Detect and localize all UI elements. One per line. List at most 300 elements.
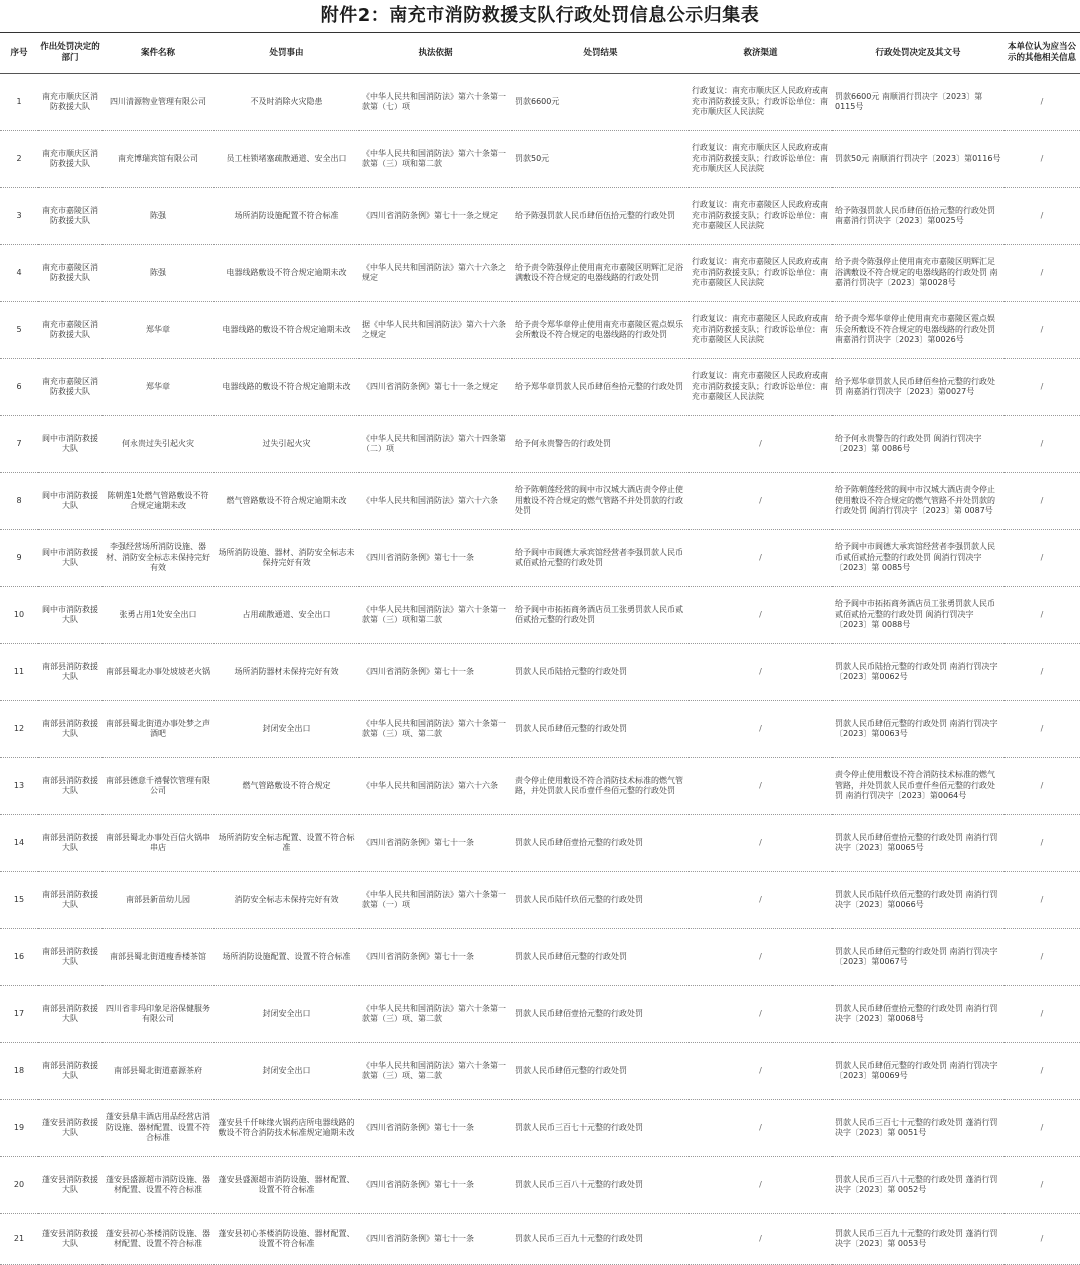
cell-text-decision: 罚款人民币肆佰元整的行政处罚 南消行罚决字〔2023〕第0067号 <box>835 946 998 966</box>
cell-text-basis: 《四川省消防条例》第七十一条之规定 <box>362 210 498 220</box>
cell-no <box>0 530 38 587</box>
cell-decision <box>832 1214 1004 1265</box>
cell-text-basis: 《中华人民共和国消防法》第六十条第一款第（三）项和第二款 <box>362 148 506 168</box>
cell-no <box>0 302 38 359</box>
cell-result <box>512 1157 689 1214</box>
cell-text-dept: 阆中市消防救援大队 <box>42 547 98 567</box>
cell-basis <box>359 701 512 758</box>
cell-decision <box>832 416 1004 473</box>
cell-text-decision: 罚款人民币陆仟玖佰元整的行政处罚 南消行罚决字〔2023〕第0066号 <box>835 889 998 909</box>
cell-result <box>512 359 689 416</box>
table-row <box>0 758 1080 815</box>
cell-text-decision: 给予何永贵警告的行政处罚 阆消行罚决字〔2023〕第 0086号 <box>835 433 982 453</box>
cell-text-no: 9 <box>16 552 22 562</box>
table-row <box>0 929 1080 986</box>
cell-result <box>512 1100 689 1157</box>
cell-text-remedy: / <box>759 552 762 562</box>
header-no: 序号 <box>0 33 38 74</box>
cell-dept <box>38 188 102 245</box>
cell-case <box>102 986 214 1043</box>
cell-other <box>1004 74 1080 131</box>
cell-dept <box>38 815 102 872</box>
cell-case <box>102 302 214 359</box>
cell-text-basis: 《中华人民共和国消防法》第六十六条之规定 <box>362 262 506 282</box>
cell-other <box>1004 587 1080 644</box>
cell-basis <box>359 530 512 587</box>
cell-basis <box>359 302 512 359</box>
cell-basis <box>359 74 512 131</box>
cell-basis <box>359 815 512 872</box>
cell-text-basis: 《中华人民共和国消防法》第六十条第一款第（一）项 <box>362 889 506 909</box>
cell-text-decision: 给予郑华章罚款人民币肆佰叁拾元整的行政处罚 南嘉消行罚决字〔2023〕第0027号 <box>835 376 995 396</box>
cell-text-no: 14 <box>13 837 25 847</box>
cell-dept <box>38 416 102 473</box>
cell-result <box>512 188 689 245</box>
cell-dept <box>38 1157 102 1214</box>
cell-text-reason: 占用疏散通道、安全出口 <box>242 609 331 619</box>
cell-text-case: 陈强 <box>150 267 166 277</box>
cell-text-reason: 消防安全标志未保持完好有效 <box>234 894 339 904</box>
cell-text-case: 四川省非玛印象足浴保健服务有限公司 <box>106 1003 210 1023</box>
cell-remedy <box>689 815 832 872</box>
cell-other <box>1004 416 1080 473</box>
cell-text-no: 2 <box>16 153 22 163</box>
cell-text-dept: 阆中市消防救援大队 <box>42 490 98 510</box>
table-row <box>0 131 1080 188</box>
cell-no <box>0 872 38 929</box>
cell-case <box>102 701 214 758</box>
cell-result <box>512 758 689 815</box>
cell-result <box>512 530 689 587</box>
cell-dept <box>38 131 102 188</box>
cell-text-remedy: / <box>759 666 762 676</box>
cell-text-reason: 场所消防设施配置、设置不符合标准 <box>222 951 351 961</box>
cell-other <box>1004 815 1080 872</box>
cell-basis <box>359 1157 512 1214</box>
cell-other <box>1004 473 1080 530</box>
cell-text-remedy: / <box>759 1008 762 1018</box>
cell-remedy <box>689 1214 832 1265</box>
cell-text-decision: 罚款人民币三百八十元整的行政处罚 蓬消行罚决字〔2023〕第 0052号 <box>835 1174 998 1194</box>
cell-text-remedy: / <box>759 894 762 904</box>
cell-no <box>0 131 38 188</box>
cell-reason <box>214 701 359 758</box>
table-row <box>0 302 1080 359</box>
cell-text-result: 罚款人民币陆仟玖佰元整的行政处罚 <box>515 894 643 904</box>
cell-text-reason: 场所消防设施、器材、消防安全标志未保持完好有效 <box>218 547 355 567</box>
cell-result <box>512 815 689 872</box>
cell-case <box>102 416 214 473</box>
cell-decision <box>832 986 1004 1043</box>
cell-remedy <box>689 587 832 644</box>
cell-text-result: 罚款人民币陆拾元整的行政处罚 <box>515 666 627 676</box>
cell-no <box>0 416 38 473</box>
cell-other <box>1004 758 1080 815</box>
cell-text-no: 16 <box>13 951 25 961</box>
cell-text-case: 南部县蜀北办事处百信火锅串串店 <box>106 832 210 852</box>
cell-text-basis: 《中华人民共和国消防法》第六十条第一款第（三）项、第二款 <box>362 1003 506 1023</box>
cell-text-no: 1 <box>16 96 22 106</box>
cell-case <box>102 929 214 986</box>
cell-text-no: 18 <box>13 1065 25 1075</box>
cell-text-basis: 《四川省消防条例》第七十一条 <box>362 951 474 961</box>
cell-reason <box>214 188 359 245</box>
cell-no <box>0 359 38 416</box>
cell-basis <box>359 359 512 416</box>
cell-text-basis: 《四川省消防条例》第七十一条 <box>362 1179 474 1189</box>
cell-text-result: 给予责令郑华章停止使用南充市嘉陵区霓点娱乐会所敷设不符合规定的电器线路的行政处罚 <box>515 319 683 339</box>
cell-result <box>512 74 689 131</box>
cell-text-result: 罚款人民币肆佰壹拾元整的行政处罚 <box>515 1008 643 1018</box>
cell-remedy <box>689 986 832 1043</box>
cell-text-case: 南充博瑞宾馆有限公司 <box>118 153 198 163</box>
cell-case <box>102 473 214 530</box>
cell-case <box>102 758 214 815</box>
cell-basis <box>359 1214 512 1265</box>
cell-text-basis: 《四川省消防条例》第七十一条 <box>362 837 474 847</box>
cell-dept <box>38 986 102 1043</box>
cell-no <box>0 929 38 986</box>
cell-no <box>0 1043 38 1100</box>
cell-case <box>102 1043 214 1100</box>
cell-text-decision: 给予陈朝莲经营的阆中市汉城大酒店责令停止使用敷设不符合规定的燃气管路不并处罚款的行政处罚 阆消行罚决字〔2023〕第 0087号 <box>835 485 995 516</box>
cell-text-case: 李强经营场所消防设施、器材、消防安全标志未保持完好有效 <box>106 542 210 573</box>
cell-dept <box>38 587 102 644</box>
cell-no <box>0 644 38 701</box>
cell-dept <box>38 872 102 929</box>
cell-case <box>102 530 214 587</box>
cell-reason <box>214 530 359 587</box>
cell-remedy <box>689 1043 832 1100</box>
cell-decision <box>832 929 1004 986</box>
cell-result <box>512 644 689 701</box>
cell-text-no: 17 <box>13 1008 25 1018</box>
cell-decision <box>832 1043 1004 1100</box>
cell-decision <box>832 815 1004 872</box>
cell-text-decision: 给予责令郑华章停止使用南充市嘉陵区霓点娱乐会所敷设不符合规定的电器线路的行政处罚 南嘉消行罚决字〔2023〕第0026号 <box>835 314 995 345</box>
cell-case <box>102 1157 214 1214</box>
cell-dept <box>38 530 102 587</box>
cell-text-no: 3 <box>16 210 22 220</box>
cell-text-case: 郑华章 <box>146 381 170 391</box>
cell-text-other: / <box>1040 438 1044 448</box>
cell-text-case: 何永贵过失引起火灾 <box>122 438 194 448</box>
cell-other <box>1004 530 1080 587</box>
cell-text-decision: 罚款人民币陆拾元整的行政处罚 南消行罚决字〔2023〕第0062号 <box>835 661 998 681</box>
header-reason: 处罚事由 <box>214 33 359 74</box>
cell-decision <box>832 131 1004 188</box>
header-remedy: 救济渠道 <box>689 33 832 74</box>
cell-text-dept: 南充市顺庆区消防救援大队 <box>42 148 98 168</box>
cell-no <box>0 1100 38 1157</box>
cell-result <box>512 587 689 644</box>
cell-text-result: 给予郑华章罚款人民币肆佰叁拾元整的行政处罚 <box>515 381 683 391</box>
cell-text-basis: 《中华人民共和国消防法》第六十条第一款第（三）项和第二款 <box>362 604 506 624</box>
cell-case <box>102 1214 214 1265</box>
cell-basis <box>359 131 512 188</box>
table-row <box>0 74 1080 131</box>
cell-text-decision: 罚款50元 南顺消行罚决字〔2023〕第0116号 <box>835 153 1001 163</box>
table-row <box>0 644 1080 701</box>
cell-other <box>1004 1100 1080 1157</box>
cell-dept <box>38 1100 102 1157</box>
cell-text-basis: 《中华人民共和国消防法》第六十六条 <box>362 495 498 505</box>
header-decision: 行政处罚决定及其文号 <box>832 33 1004 74</box>
cell-text-dept: 南充市嘉陵区消防救援大队 <box>42 205 98 225</box>
cell-text-other: / <box>1040 267 1044 277</box>
cell-basis <box>359 245 512 302</box>
cell-basis <box>359 1100 512 1157</box>
cell-basis <box>359 758 512 815</box>
cell-text-dept: 蓬安县消防救援大队 <box>42 1117 98 1137</box>
cell-text-remedy: / <box>759 1065 762 1075</box>
table-row <box>0 416 1080 473</box>
cell-text-decision: 罚款人民币肆佰壹拾元整的行政处罚 南消行罚决字〔2023〕第0068号 <box>835 1003 998 1023</box>
cell-text-result: 罚款人民币肆佰元整的行政处罚 <box>515 1065 627 1075</box>
header-other: 本单位认为应当公示的其他相关信息 <box>1004 33 1080 74</box>
cell-text-dept: 南部县消防救援大队 <box>42 661 98 681</box>
document-title: 附件2：南充市消防救援支队行政处罚信息公示归集表 <box>320 5 760 26</box>
cell-text-other: / <box>1040 837 1044 847</box>
cell-basis <box>359 1043 512 1100</box>
cell-text-decision: 给予陈强罚款人民币肆佰伍拾元整的行政处罚 南嘉消行罚决字〔2023〕第0025号 <box>835 205 995 225</box>
cell-text-case: 南部县蜀北街道瘦香楼茶馆 <box>110 951 206 961</box>
cell-reason <box>214 359 359 416</box>
cell-text-no: 10 <box>13 609 25 619</box>
cell-case <box>102 245 214 302</box>
cell-text-other: / <box>1040 1179 1044 1189</box>
cell-text-dept: 南部县消防救援大队 <box>42 775 98 795</box>
cell-other <box>1004 701 1080 758</box>
cell-dept <box>38 929 102 986</box>
cell-text-result: 给予何永贵警告的行政处罚 <box>515 438 611 448</box>
cell-remedy <box>689 416 832 473</box>
cell-reason <box>214 1043 359 1100</box>
cell-remedy <box>689 530 832 587</box>
cell-text-other: / <box>1040 153 1044 163</box>
cell-basis <box>359 929 512 986</box>
header-case: 案件名称 <box>102 33 214 74</box>
cell-text-result: 罚款6600元 <box>515 96 560 106</box>
cell-case <box>102 359 214 416</box>
cell-dept <box>38 359 102 416</box>
cell-text-no: 5 <box>16 324 22 334</box>
cell-text-remedy: 行政复议：南充市顺庆区人民政府或南充市消防救援支队；行政诉讼单位：南充市顺庆区人民法院 <box>692 143 828 174</box>
cell-text-basis: 《中华人民共和国消防法》第六十条第一款第（三）项、第二款 <box>362 1060 506 1080</box>
cell-reason <box>214 815 359 872</box>
cell-text-case: 陈强 <box>150 210 166 220</box>
cell-text-reason: 蓬安县初心茶楼消防设施、器材配置、设置不符合标准 <box>218 1228 355 1248</box>
cell-decision <box>832 872 1004 929</box>
cell-text-dept: 蓬安县消防救援大队 <box>42 1174 98 1194</box>
cell-text-case: 南部县新苗幼儿园 <box>126 894 190 904</box>
cell-no <box>0 587 38 644</box>
cell-text-basis: 《四川省消防条例》第七十一条 <box>362 1122 474 1132</box>
cell-reason <box>214 872 359 929</box>
cell-text-other: / <box>1040 96 1044 106</box>
cell-text-reason: 电器线路的敷设不符合规定逾期未改 <box>222 381 351 391</box>
cell-reason <box>214 302 359 359</box>
cell-basis <box>359 416 512 473</box>
cell-remedy <box>689 74 832 131</box>
cell-decision <box>832 758 1004 815</box>
table-row <box>0 815 1080 872</box>
cell-other <box>1004 359 1080 416</box>
cell-text-decision: 给予阆中市阆德大承宾馆经营者李强罚款人民币贰佰贰拾元整的行政处罚 阆消行罚决字〔2023〕第 0085号 <box>835 542 995 573</box>
table-row <box>0 701 1080 758</box>
cell-remedy <box>689 245 832 302</box>
cell-text-case: 南部县蜀北办事处坡坡老火锅 <box>106 666 210 676</box>
cell-text-other: / <box>1040 723 1044 733</box>
cell-text-reason: 蓬安县千仟味缘火锅药店所电器线路的敷设不符合消防技术标准规定逾期未改 <box>218 1117 355 1137</box>
cell-text-remedy: 行政复议：南充市嘉陵区人民政府或南充市消防救援支队；行政诉讼单位：南充市嘉陵区人民法院 <box>692 200 828 231</box>
cell-dept <box>38 74 102 131</box>
cell-text-remedy: 行政复议：南充市嘉陵区人民政府或南充市消防救援支队；行政诉讼单位：南充市嘉陵区人民法院 <box>692 314 828 345</box>
cell-remedy <box>689 302 832 359</box>
cell-remedy <box>689 359 832 416</box>
cell-decision <box>832 530 1004 587</box>
cell-text-other: / <box>1040 780 1044 790</box>
table-row <box>0 1100 1080 1157</box>
cell-text-result: 罚款人民币肆佰元整的行政处罚 <box>515 951 627 961</box>
cell-text-remedy: 行政复议：南充市嘉陵区人民政府或南充市消防救援支队；行政诉讼单位：南充市嘉陵区人民法院 <box>692 371 828 402</box>
cell-text-case: 南部县蜀北街道嘉源茶府 <box>114 1065 202 1075</box>
cell-text-other: / <box>1040 666 1044 676</box>
cell-text-basis: 《四川省消防条例》第七十一条 <box>362 552 474 562</box>
cell-text-other: / <box>1040 951 1044 961</box>
cell-reason <box>214 758 359 815</box>
cell-text-reason: 燃气管路敷设不符合规定逾期未改 <box>226 495 347 505</box>
cell-text-remedy: / <box>759 837 762 847</box>
cell-dept <box>38 1214 102 1265</box>
cell-text-no: 19 <box>13 1122 25 1132</box>
cell-decision <box>832 1100 1004 1157</box>
cell-text-basis: 《中华人民共和国消防法》第六十条第一款第（七）项 <box>362 91 506 111</box>
cell-no <box>0 701 38 758</box>
cell-text-case: 四川清源物业管理有限公司 <box>110 96 206 106</box>
cell-text-other: / <box>1040 381 1044 391</box>
cell-remedy <box>689 1100 832 1157</box>
cell-text-decision: 罚款人民币肆佰壹拾元整的行政处罚 南消行罚决字〔2023〕第0065号 <box>835 832 998 852</box>
cell-text-dept: 南部县消防救援大队 <box>42 1060 98 1080</box>
cell-text-result: 罚款人民币三百七十元整的行政处罚 <box>515 1122 643 1132</box>
table-row <box>0 1214 1080 1265</box>
cell-text-basis: 《中华人民共和国消防法》第六十六条 <box>362 780 498 790</box>
cell-other <box>1004 929 1080 986</box>
cell-other <box>1004 1214 1080 1265</box>
cell-reason <box>214 1157 359 1214</box>
cell-text-reason: 燃气管路敷设不符合规定 <box>242 780 331 790</box>
cell-text-remedy: / <box>759 723 762 733</box>
cell-text-dept: 南充市顺庆区消防救援大队 <box>42 91 98 111</box>
cell-dept <box>38 473 102 530</box>
cell-reason <box>214 473 359 530</box>
cell-reason <box>214 986 359 1043</box>
cell-text-no: 13 <box>13 780 25 790</box>
cell-dept <box>38 644 102 701</box>
cell-other <box>1004 245 1080 302</box>
cell-text-dept: 南部县消防救援大队 <box>42 946 98 966</box>
header-basis: 执法依据 <box>359 33 512 74</box>
cell-other <box>1004 986 1080 1043</box>
cell-text-basis: 《四川省消防条例》第七十一条 <box>362 1233 474 1243</box>
cell-text-result: 给予陈强罚款人民币肆佰伍拾元整的行政处罚 <box>515 210 675 220</box>
cell-dept <box>38 245 102 302</box>
cell-text-result: 罚款人民币三百九十元整的行政处罚 <box>515 1233 643 1243</box>
cell-text-case: 南部县蜀北街道办事处梦之声酒吧 <box>106 718 210 738</box>
cell-text-dept: 南充市嘉陵区消防救援大队 <box>42 376 98 396</box>
cell-case <box>102 131 214 188</box>
cell-decision <box>832 473 1004 530</box>
cell-text-no: 21 <box>13 1233 25 1243</box>
cell-remedy <box>689 758 832 815</box>
cell-reason <box>214 1100 359 1157</box>
header-result: 处罚结果 <box>512 33 689 74</box>
cell-remedy <box>689 872 832 929</box>
cell-text-other: / <box>1040 1233 1044 1243</box>
cell-text-dept: 南部县消防救援大队 <box>42 889 98 909</box>
table-row <box>0 245 1080 302</box>
cell-text-no: 12 <box>13 723 25 733</box>
cell-result <box>512 302 689 359</box>
cell-text-decision: 给予责令陈强停止使用南充市嘉陵区明辉汇足浴满敷设不符合规定的电器线路的行政处罚 南嘉消行罚决字〔2023〕第0028号 <box>835 257 998 288</box>
cell-text-no: 20 <box>13 1179 25 1189</box>
cell-remedy <box>689 929 832 986</box>
cell-basis <box>359 587 512 644</box>
table-row <box>0 1157 1080 1214</box>
cell-text-dept: 南部县消防救援大队 <box>42 1003 98 1023</box>
cell-text-other: / <box>1040 894 1044 904</box>
cell-text-no: 15 <box>13 894 25 904</box>
cell-text-no: 4 <box>16 267 22 277</box>
cell-text-decision: 给予阆中市拓拓商务酒店员工张勇罚款人民币贰佰贰拾元整的行政处罚 阆消行罚决字〔2023〕第 0088号 <box>835 599 995 630</box>
cell-text-remedy: 行政复议：南充市嘉陵区人民政府或南充市消防救援支队；行政诉讼单位：南充市嘉陵区人民法院 <box>692 257 828 288</box>
table-row <box>0 872 1080 929</box>
cell-remedy <box>689 188 832 245</box>
cell-result <box>512 1043 689 1100</box>
cell-text-reason: 电器线路敷设不符合规定逾期未改 <box>226 267 347 277</box>
cell-remedy <box>689 131 832 188</box>
cell-text-other: / <box>1040 552 1044 562</box>
header-dept: 作出处罚决定的部门 <box>38 33 102 74</box>
cell-text-no: 8 <box>16 495 22 505</box>
cell-text-remedy: / <box>759 1122 762 1132</box>
cell-decision <box>832 644 1004 701</box>
cell-decision <box>832 587 1004 644</box>
cell-result <box>512 929 689 986</box>
cell-reason <box>214 74 359 131</box>
cell-text-reason: 封闭安全出口 <box>262 723 311 733</box>
cell-decision <box>832 74 1004 131</box>
cell-case <box>102 815 214 872</box>
cell-text-reason: 蓬安县盛源超市消防设施、器材配置、设置不符合标准 <box>218 1174 355 1194</box>
cell-text-basis: 《中华人民共和国消防法》第六十四条第（二）项 <box>362 433 506 453</box>
cell-decision <box>832 188 1004 245</box>
cell-basis <box>359 644 512 701</box>
cell-text-result: 给予阆中市拓拓商务酒店员工张勇罚款人民币贰佰贰拾元整的行政处罚 <box>515 604 683 624</box>
cell-text-case: 陈朝莲1处燃气管路敷设不符合规定逾期未改 <box>107 490 209 510</box>
cell-no <box>0 245 38 302</box>
cell-no <box>0 188 38 245</box>
cell-text-decision: 罚款人民币肆佰元整的行政处罚 南消行罚决字〔2023〕第0069号 <box>835 1060 998 1080</box>
cell-text-result: 罚款人民币三百八十元整的行政处罚 <box>515 1179 643 1189</box>
cell-decision <box>832 701 1004 758</box>
cell-text-dept: 南充市嘉陵区消防救援大队 <box>42 262 98 282</box>
cell-decision <box>832 1157 1004 1214</box>
cell-text-remedy: / <box>759 780 762 790</box>
cell-text-basis: 据《中华人民共和国消防法》第六十六条之规定 <box>362 319 506 339</box>
cell-result <box>512 131 689 188</box>
